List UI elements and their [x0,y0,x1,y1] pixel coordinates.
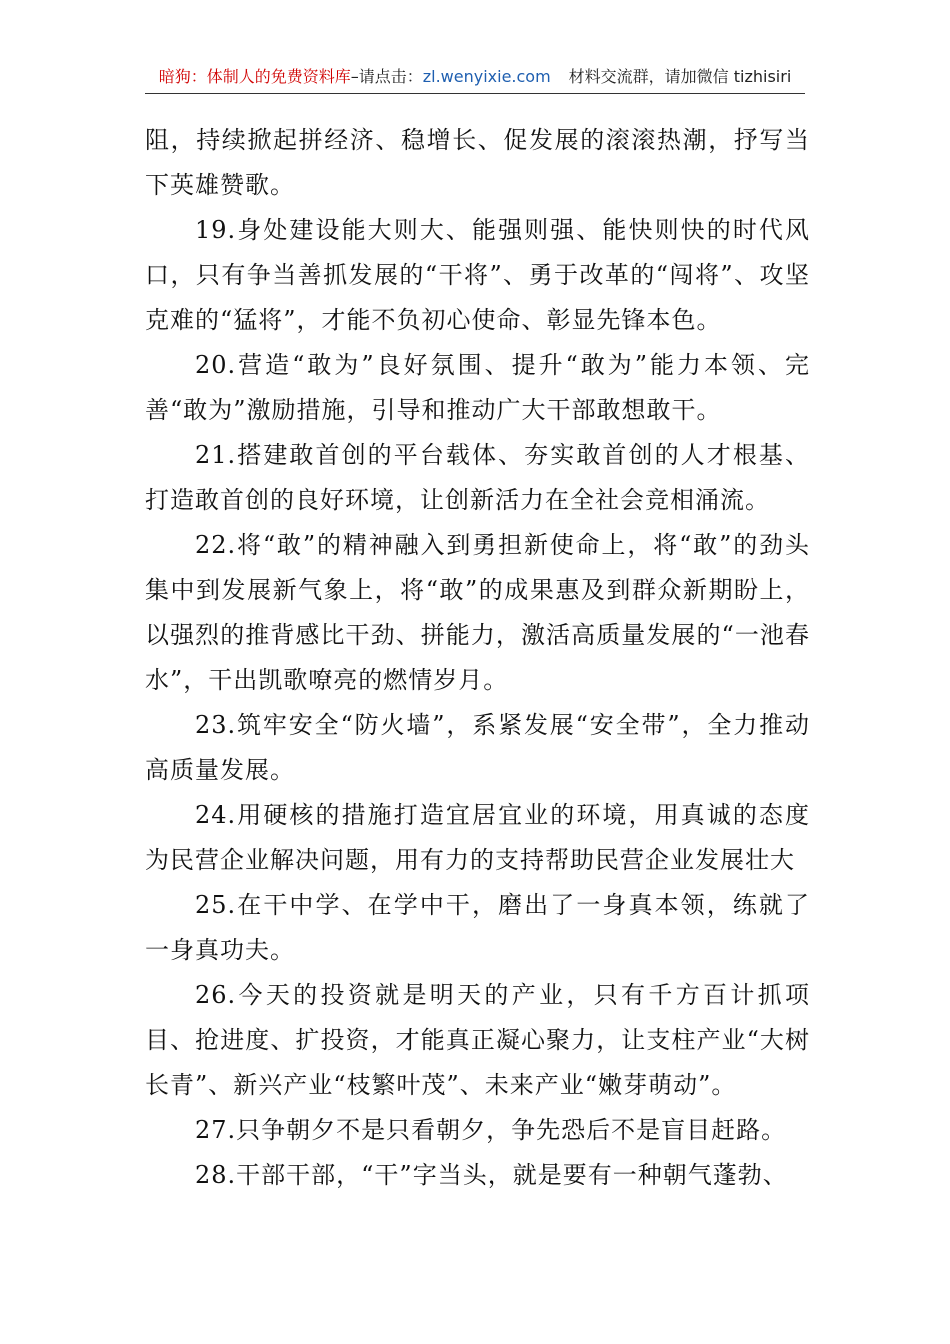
header-note: 材料交流群，请加微信 tizhisiri [568,67,792,86]
paragraph-21: 21.搭建敢首创的平台载体、夯实敢首创的人才根基、打造敢首创的良好环境，让创新活力在全社会竞相涌流。 [145,441,810,514]
paragraph-24: 24.用硬核的措施打造宜居宜业的环境，用真诚的态度为民营企业解决问题，用有力的支持帮助民营企业发展壮大 [145,801,810,874]
paragraph-26: 26.今天的投资就是明天的产业，只有千方百计抓项目、抢进度、扩投资，才能真正凝心聚力，让支柱产业“大树长青”、新兴产业“枝繁叶茂”、未来产业“嫩芽萌动”。 [145,981,810,1099]
paragraph-28: 28.干部干部，“干”字当头，就是要有一种朝气蓬勃、 [195,1161,788,1189]
document-body [145,118,810,1198]
header-divider [145,93,805,94]
header-prompt: –请点击： [350,67,423,86]
paragraph-22: 22.将“敢”的精神融入到勇担新使命上，将“敢”的劲头集中到发展新气象上，将“敢”的成果惠及到群众新期盼上，以强烈的推背感比干劲、拼能力，激活高质量发展的“一池春水”，干出凯歌嘹亮的燃情岁月。 [145,531,810,694]
paragraph-20: 20.营造“敢为”良好氛围、提升“敢为”能力本领、完善“敢为”激励措施，引导和推动广大干部敢想敢干。 [145,351,810,424]
header-brand: 暗狗：体制人的免费资料库 [158,67,351,86]
header-link[interactable]: zl.wenyixie.com [422,67,551,86]
page-header [145,62,805,92]
paragraph-27: 27.只争朝夕不是只看朝夕，争先恐后不是盲目赶路。 [195,1116,787,1144]
paragraph-23: 23.筑牢安全“防火墙”，系紧发展“安全带”，全力推动高质量发展。 [145,711,810,784]
paragraph-19: 19.身处建设能大则大、能强则强、能快则快的时代风口，只有争当善抓发展的“干将”、勇于改革的“闯将”、攻坚克难的“猛将”，才能不负初心使命、彰显先锋本色。 [145,216,810,334]
paragraph-25: 25.在干中学、在学中干，磨出了一身真本领，练就了一身真功夫。 [145,891,810,964]
paragraph-continuation: 阻，持续掀起拼经济、稳增长、促发展的滚滚热潮，抒写当下英雄赞歌。 [145,126,810,199]
